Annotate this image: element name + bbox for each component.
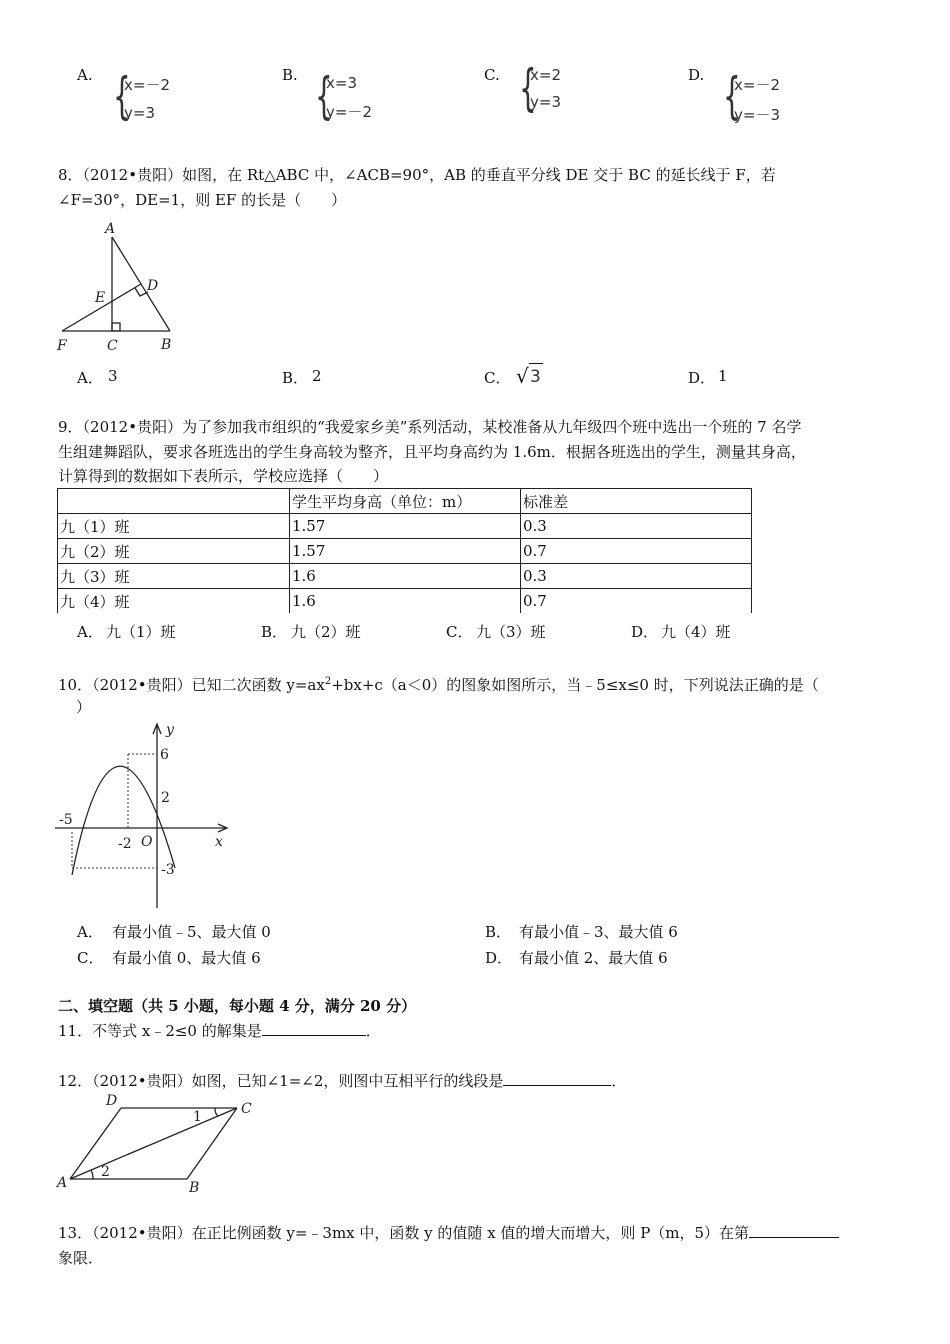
q10-superscript: 2 [324,676,332,687]
table-cell: 0.3 [521,564,752,589]
q8-option-d-letter: D． [688,369,716,387]
q12-stem [58,1071,626,1091]
table-cell: 九（3）班 [58,564,290,589]
q8-option-c-text: 3 [530,367,541,387]
q12-label-angle2: 2 [101,1164,110,1180]
q12-answer-blank[interactable] [503,1071,611,1086]
q9-option-d-letter: D． [631,623,659,641]
q12-angle2-arc [91,1170,93,1179]
q12-label-angle1: 1 [193,1109,202,1125]
table-header-cell: 标准差 [521,489,752,514]
q13-stem-line2: 象限． [58,1249,104,1267]
q8-option-b-letter: B． [282,369,309,387]
table-cell: 0.7 [521,539,752,564]
table-cell: 1.6 [290,589,521,614]
table-cell: 1.57 [290,514,521,539]
q10-label-neg2: -2 [118,836,132,852]
table-cell: 九（4）班 [58,589,290,614]
q8-stem-line2: ∠F=30°，DE=1，则 EF 的长是（ ） [58,191,347,209]
q12-end: ． [611,1072,627,1090]
q7-option-b-letter: B. [282,66,298,84]
q8-stem-line1: 8．（2012•贵阳）如图，在 Rt△ABC 中，∠ACB=90°，AB 的垂直平分线 DE 交于 BC 的延长线于 F，若 [58,166,776,184]
q12-parallelogram-figure [55,1090,265,1200]
q7-option-c-eq1: x=2 [530,66,561,84]
q10-stem-part2: +bx+c（a＜0）的图象如图所示，当﹣5≤x≤0 时，下列说法正确的是（ [331,676,819,694]
q10-label-six: 6 [160,747,169,763]
q10-label-origin: O [141,834,153,850]
q7-option-a-eq2: y=3 [124,104,155,122]
sqrt-icon: √ [516,364,529,388]
table-row [58,514,752,539]
table-cell: 九（2）班 [58,539,290,564]
q7-option-d-eq2: y=－3 [734,106,780,124]
table-row [58,564,752,589]
section-title: 二、填空题（共 5 小题，每小题 4 分，满分 20 分） [58,997,417,1015]
q10-stem-part1: 10．（2012•贵阳）已知二次函数 y=ax [58,676,325,694]
q7-option-b-eq1: x=3 [326,74,357,92]
q13-stem-line1 [58,1223,839,1243]
q10-label-y: y [166,722,174,738]
q7-option-c-letter: C. [484,66,500,84]
q10-option-d-text: 有最小值 2、最大值 6 [519,949,668,967]
table-row [58,589,752,614]
q10-label-neg5: -5 [59,812,73,828]
q12-label-d: D [106,1093,118,1109]
q11-stem [58,1021,381,1041]
parabola-curve [72,766,175,875]
q10-option-c-letter: C． [77,949,104,967]
q10-stem-line2: ） [76,698,92,716]
q9-option-c-text: 九（3）班 [476,623,546,641]
q8-option-a-letter: A． [77,369,103,387]
q8-label-b: B [161,337,172,353]
table-row [58,539,752,564]
q10-option-b-text: 有最小值﹣3、最大值 6 [519,923,678,941]
q8-option-a-text: 3 [108,367,118,385]
q8-label-e: E [95,290,106,306]
q10-label-neg3: -3 [161,862,175,878]
q10-option-b-letter: B． [485,923,512,941]
table-cell: 九（1）班 [58,514,290,539]
q9-option-a-text: 九（1）班 [106,623,176,641]
brace-icon: { [113,67,131,125]
q7-option-c-eq2: y=3 [530,93,561,111]
q11-end: ． [365,1022,381,1040]
table-cell: 1.6 [290,564,521,589]
q8-right-angle-c [112,323,120,331]
q8-label-d: D [147,278,159,294]
table-header-cell [58,489,290,514]
q8-option-c-letter: C． [484,369,511,387]
q7-option-b-eq2: y=－2 [326,103,372,121]
q7-option-d-letter: D. [688,66,705,84]
sqrt-bar [529,363,543,364]
q10-option-d-letter: D． [485,949,513,967]
q10-option-a-text: 有最小值﹣5、最大值 0 [112,923,271,941]
q9-option-a-letter: A． [77,623,103,641]
q12-label-a: A [57,1175,68,1191]
q9-option-c-letter: C． [446,623,473,641]
q9-option-d-text: 九（4）班 [661,623,731,641]
q12-label-c: C [241,1101,252,1117]
brace-icon: { [315,67,333,125]
q9-stem-line1: 9．（2012•贵阳）为了参加我市组织的“我爱家乡美”系列活动，某校准备从九年级四个班中选出一个班的 7 名学 [58,418,802,436]
brace-icon: { [723,67,741,125]
q13-answer-blank[interactable] [749,1223,839,1238]
q8-segment-ab [112,237,170,331]
q9-data-table [57,488,752,613]
q10-stem-line1 [58,672,819,695]
q8-label-f: F [57,338,67,354]
brace-icon: { [519,59,537,117]
q8-triangle-figure [55,220,185,355]
q10-parabola-figure [55,718,240,913]
table-header-cell: 学生平均身高（单位：m） [290,489,521,514]
q10-option-c-text: 有最小值 0、最大值 6 [112,949,261,967]
table-header-row [58,489,752,514]
q12-text: 12．（2012•贵阳）如图，已知∠1=∠2，则图中互相平行的线段是 [58,1072,504,1090]
table-cell: 1.57 [290,539,521,564]
q10-label-x: x [215,834,223,850]
table-cell: 0.3 [521,514,752,539]
q7-option-a-letter: A. [77,66,93,84]
q9-stem-line3: 计算得到的数据如下表所示，学校应选择（ ） [58,467,389,485]
q7-option-d-eq1: x=－2 [734,76,780,94]
q9-option-b-text: 九（2）班 [291,623,361,641]
q7-option-a-eq1: x=－2 [124,76,170,94]
q11-text: 11．不等式 x﹣2≤0 的解集是 [58,1022,262,1040]
q8-label-c: C [107,338,118,354]
q8-option-b-text: 2 [312,367,322,385]
q12-label-b: B [189,1180,200,1196]
q9-stem-line2: 生组建舞蹈队，要求各班选出的学生身高较为整齐，且平均身高约为 1.6m．根据各班选出的学生，测量其身高， [58,443,806,461]
q10-label-two: 2 [161,790,170,806]
q11-answer-blank[interactable] [262,1021,366,1036]
q8-option-d-text: 1 [718,367,728,385]
q9-option-b-letter: B． [261,623,288,641]
q8-label-a: A [105,221,116,237]
q12-angle1-arc [215,1108,218,1116]
table-cell: 0.7 [521,589,752,614]
q13-text: 13．（2012•贵阳）在正比例函数 y=﹣3mx 中，函数 y 的值随 x 值的增大而增大，则 P（m，5）在第 [58,1224,750,1242]
q10-option-a-letter: A． [77,923,103,941]
